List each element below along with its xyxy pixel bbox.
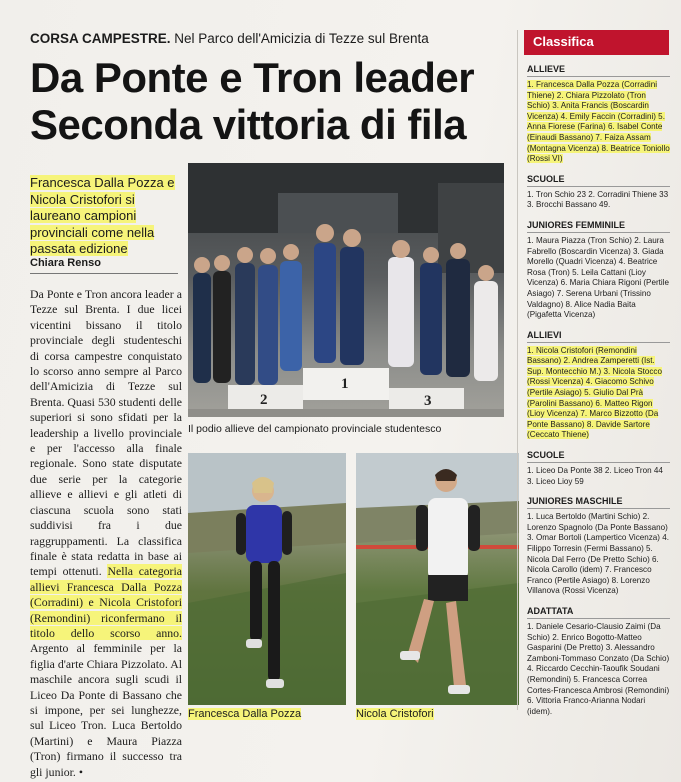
section-heading: SCUOLE — [527, 450, 670, 463]
sidebar-title: Classifica — [524, 30, 669, 55]
caption-podium: Il podio allieve del campionato provinciale studentesco — [188, 423, 442, 435]
byline-rule — [30, 273, 178, 274]
runner-left-photo — [188, 453, 346, 705]
results-adattata — [527, 606, 670, 717]
runner-right-illustration — [356, 453, 519, 705]
caption-runner-left-text: Francesca Dalla Pozza — [188, 708, 302, 720]
kicker-section: CORSA CAMPESTRE. — [30, 31, 171, 46]
section-heading: JUNIORES FEMMINILE — [527, 220, 670, 233]
caption-runner-right — [356, 708, 434, 720]
results-allievi — [527, 330, 670, 441]
section-text — [527, 346, 670, 441]
section-text-content: 1. Nicola Cristofori (Remondini Bassano) 2. Andrea Zamperetti (Ist. Sup. Montecchio M.) 3. Nicola Stocco (Rossi Vicenza) 4. Giacomo Schivo (Pertile Asiago) 5. Giulio Dal Prà (Parolini Bassano) 6. Matteo Rigon (Lioy Vicenza) 7. Marco Bizzotto (Da Ponte Bassano) 8. Davide Sartore (Ceccato Thiene) — [527, 345, 662, 440]
section-heading: ALLIEVE — [527, 64, 670, 77]
results-scuole-maschile — [527, 450, 670, 487]
section-text: 1. Maura Piazza (Tron Schio) 2. Laura Fabrello (Boscardin Vicenza) 3. Giada Morello (Quadri Vicenza) 4. Beatrice Rosa (Tron) 5. Leila Cattani (Lioy Vicenza) 6. Maria Chiara Rigoni (Pertile Asiago) 7. Serena Urbani (Trissino Valdagno) 8. Alice Nadia Baita (Pigafetta Vicenza) — [527, 235, 670, 320]
results-juniores-femminile — [527, 220, 670, 321]
byline: Chiara Renso — [30, 257, 101, 269]
section-text: 1. Tron Schio 23 2. Corradini Thiene 33 3. Brocchi Bassano 49. — [527, 189, 669, 210]
results-juniores-maschile — [527, 496, 670, 597]
results-allieve — [527, 64, 670, 165]
caption-runner-left — [188, 708, 301, 720]
deck — [30, 175, 180, 258]
podium-number-1: 1 — [341, 376, 349, 392]
section-text — [527, 80, 670, 165]
kicker — [30, 31, 429, 46]
podium-number-2: 2 — [260, 392, 268, 408]
kicker-text: Nel Parco dell'Amicizia di Tezze sul Brenta — [174, 31, 429, 46]
podium-photo — [188, 163, 504, 417]
body-part-2: Argento al femminile per la figlia d'arte Chiara Pizzolato. Al maschile ancora sugli scudi il Liceo Da Ponte di Bassano che si impone, per sei lunghezze, sul Liceo Tron. Luca Bertoldo (Martini) e Maura Piazza (Tron) firmano il successo tra gli junior. • — [30, 641, 182, 779]
section-text: 1. Liceo Da Ponte 38 2. Liceo Tron 44 3. Liceo Lioy 59 — [527, 466, 663, 486]
results-scuole-femminile — [527, 174, 670, 211]
article-body — [30, 287, 182, 780]
podium-number-3: 3 — [424, 393, 432, 409]
deck-text: Francesca Dalla Pozza e Nicola Cristofori si laureano campioni provinciali come nella passata edizione — [30, 175, 175, 256]
headline-line-2: Seconda vittoria di fila — [30, 101, 467, 148]
section-text-content: 1. Francesca Dalla Pozza (Corradini Thiene) 2. Chiara Pizzolato (Tron Schio) 3. Anita Francis (Boscardin Vicenza) 4. Emily Faccin (Corradini) 5. Anna Fiorese (Farina) 6. Isabel Conte (Einaudi Bassano) 7. Faiza Assam (Montagna Vicenza) 8. Beatrice Toniollo (Rossi VI) — [527, 80, 670, 164]
runner-right-photo — [356, 453, 519, 705]
headline-line-1: Da Ponte e Tron leader — [30, 54, 475, 101]
section-text: 1. Luca Bertoldo (Martini Schio) 2. Lorenzo Spagnolo (Da Ponte Bassano) 3. Omar Bortoli (Lampertico Vicenza) 4. Filippo Torresin (Fermi Bassano) 5. Nicola Dal Ferro (De Pretto Schio) 6. Nicola Carollo (idem) 7. Francesco Franco (Pertile Asiago) 8. Lorenzo Villanova (Rossi Vicenza) — [527, 512, 669, 596]
section-text: 1. Daniele Cesario-Clausio Zaimi (Da Schio) 2. Enrico Bogotto-Matteo Gasparini (De Pretto) 3. Alessandro Zamboni-Tommaso Conzato (Da Schio) 4. Riccardo Cecchin-Taoufik Soudani (Remondini) 5. Francesca Correa Cortes-Francesca Ambrosi (Remondini) 6. Vittoria Franco-Arianna Nodari (idem). — [527, 621, 670, 716]
runner-left-illustration — [188, 453, 346, 705]
body-highlight: Nella categoria allievi Francesca Dalla Pozza (Corradini) e Nicola Cristofori (Remondini) riconfermano il titolo dello scorso anno. — [30, 564, 182, 640]
body-part-1: Da Ponte e Tron ancora leader a Tezze sul Brenta. I due licei vicentini bissano il titolo provinciale degli studenteschi di corsa campestre conquistato lo scorso anno sempre al Parco dell'Amicizia di Tezze sul Brenta. Quasi 530 studenti delle superiori si sono sfidati per la leadership a livello provinciale e per l'accesso alla finale regionale. Sono state disputate due serie per la categorie allieve e allievi e gli atleti di ciascuna scuola sono stati suddivisi fra i due raggruppamenti. La classifica finale è stata redatta in base ai tempi ottenuti. — [30, 287, 182, 579]
section-heading: JUNIORES MASCHILE — [527, 496, 670, 509]
section-heading: SCUOLE — [527, 174, 670, 187]
headline — [30, 54, 510, 148]
results-sidebar — [517, 30, 670, 716]
caption-runner-right-text: Nicola Cristofori — [356, 708, 434, 720]
section-heading: ALLIEVI — [527, 330, 670, 343]
section-heading: ADATTATA — [527, 606, 670, 619]
